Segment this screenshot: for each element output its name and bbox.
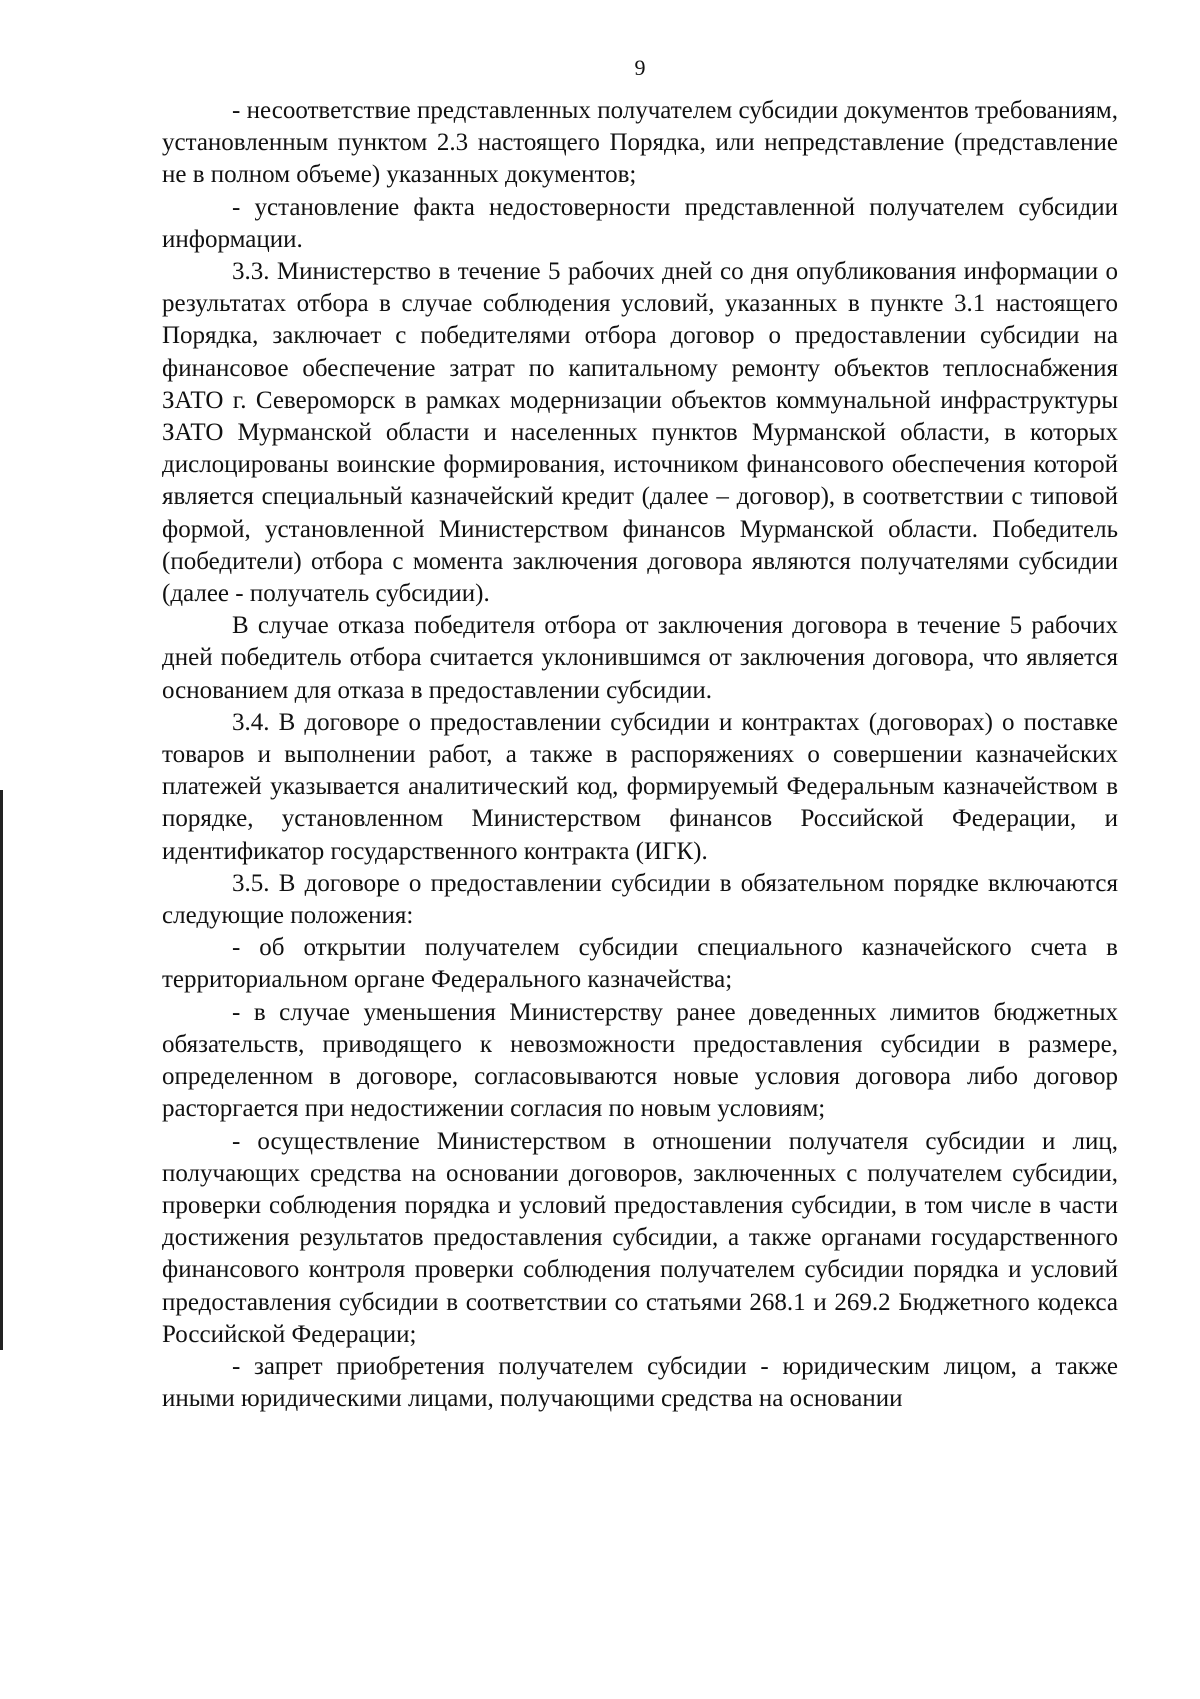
paragraph-refusal: В случае отказа победителя отбора от заключения договора в течение 5 рабочих дней победитель отбора считается уклонившимся от заключения договора, что является основанием для отказа в предоставлении субсидии. bbox=[162, 612, 1118, 704]
document-page bbox=[162, 55, 1118, 1415]
paragraph-item-mismatch: - несоответствие представленных получателем субсидии документов требованиям, установленным пунктом 2.3 настоящего Порядка, или непредставление (представление не в полном объеме) указанных документов; bbox=[162, 97, 1118, 189]
paragraph-item-inspections: - осуществление Министерством в отношении получателя субсидии и лиц, получающих средства на основании договоров, заключенных с получателем субсидии, проверки соблюдения порядка и условий предоставления субсидии, в том числе в части достижения результатов предоставления субсидии, а также органами государственного финансового контроля проверки соблюдения получателем субсидии порядка и условий предоставления субсидии в соответствии со статьями 268.1 и 269.2 Бюджетного кодекса Российской Федерации; bbox=[162, 1127, 1118, 1348]
paragraph-item-limits-reduction: - в случае уменьшения Министерству ранее доведенных лимитов бюджетных обязательств, приводящего к невозможности предоставления субсидии в размере, определенном в договоре, согласовываются новые условия договора либо договор расторгается при недостижении согласия по новым условиям; bbox=[162, 998, 1118, 1123]
paragraph-3-5: 3.5. В договоре о предоставлении субсидии в обязательном порядке включаются следующие положения: bbox=[162, 869, 1118, 930]
scan-edge-mark bbox=[0, 790, 3, 1350]
paragraph-3-3: 3.3. Министерство в течение 5 рабочих дней со дня опубликования информации о результатах отбора в случае соблюдения условий, указанных в пункте 3.1 настоящего Порядка, заключает с победителями отбора договор о предоставлении субсидии на финансовое обеспечение затрат по капитальному ремонту объектов теплоснабжения ЗАТО г. Североморск в рамках модернизации объектов коммунальной инфраструктуры ЗАТО Мурманской области и населенных пунктов Мурманской области, в которых дислоцированы воинские формирования, источником финансового обеспечения которой является специальный казначейский кредит (далее – договор), в соответствии с типовой формой, установленной Министерством финансов Мурманской области. Победитель (победители) отбора с момента заключения договора являются получателями субсидии (далее - получатель субсидии). bbox=[162, 258, 1118, 608]
paragraph-item-unreliable-info: - установление факта недостоверности представленной получателем субсидии информации. bbox=[162, 193, 1118, 253]
paragraph-3-4: 3.4. В договоре о предоставлении субсидии и контрактах (договорах) о поставке товаров и выполнении работ, а также в распоряжениях о совершении казначейских платежей указывается аналитический код, формируемый Федеральным казначейством в порядке, установленном Министерством финансов Российской Федерации, и идентификатор государственного контракта (ИГК). bbox=[162, 708, 1118, 865]
paragraph-item-purchase-ban: - запрет приобретения получателем субсидии - юридическим лицом, а также иными юридическими лицами, получающими средства на основании bbox=[162, 1352, 1118, 1413]
paragraph-item-treasury-account: - об открытии получателем субсидии специального казначейского счета в территориальном органе Федерального казначейства; bbox=[162, 934, 1118, 994]
page-number: 9 bbox=[634, 55, 646, 80]
